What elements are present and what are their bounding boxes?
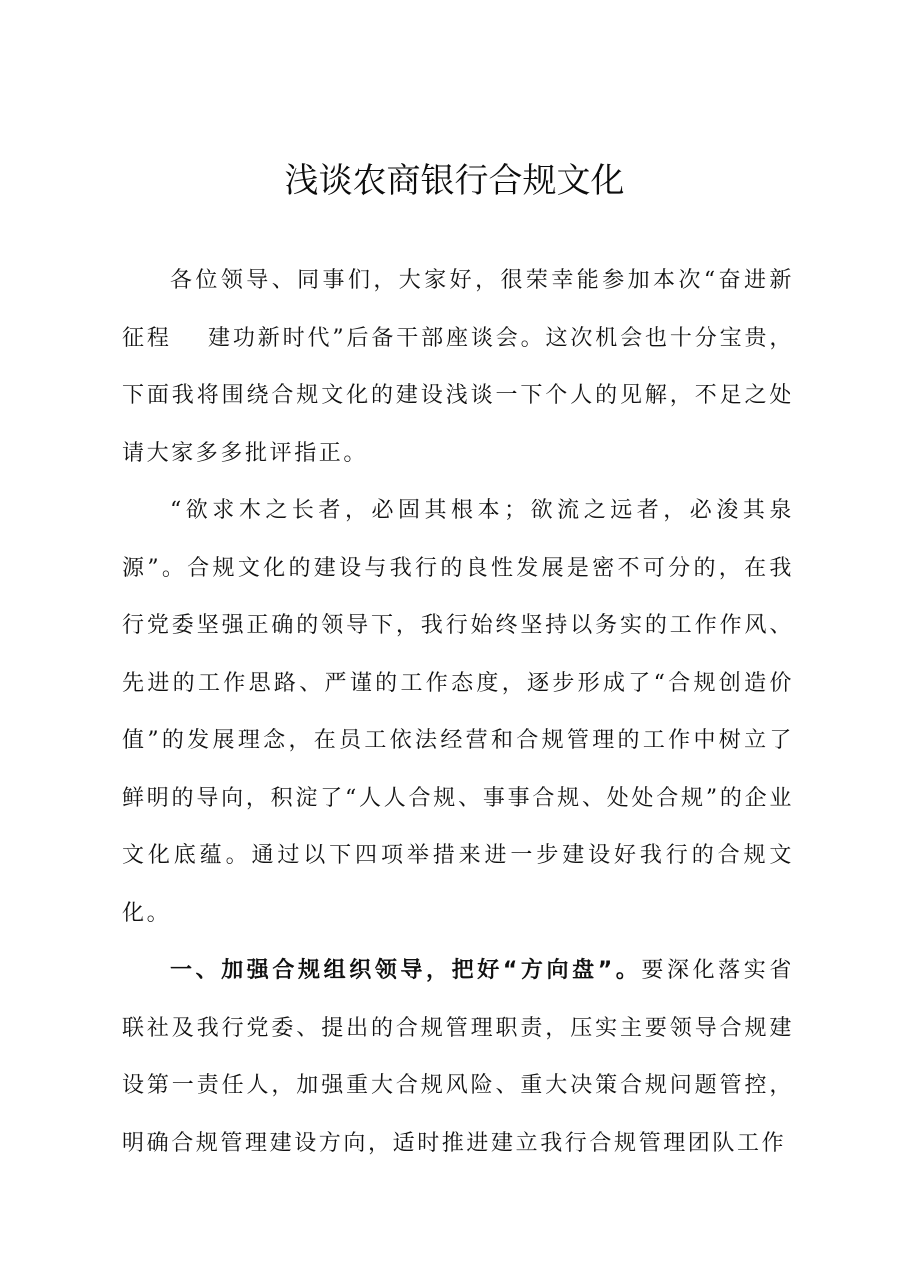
- paragraph-greeting-part1: 各位领导、同事们，大家好，很荣幸能参加本次“奋进新征程: [122, 268, 794, 351]
- paragraph-culture: “欲求木之长者，必固其根本；欲流之远者，必浚其泉源”。合规文化的建设与我行的良性发展是密不可分的，在我行党委坚强正确的领导下，我行始终坚持以务实的工作作风、先进的工作思路、严谨的工作态度，逐步形成了“合规创造价值”的发展理念，在员工依法经营和合规管理的工作中树立了鲜明的导向，积淀了“人人合规、事事合规、处处合规”的企业文化底蕴。通过以下四项举措来进一步建设好我行的合规文化。: [122, 498, 794, 926]
- document-body: [122, 252, 794, 1172]
- paragraph-greeting: [122, 252, 794, 482]
- paragraph-measure-one-text: 要深化落实省联社及我行党委、提出的合规管理职责，压实主要领导合规建设第一责任人，加强重大合规风险、重大决策合规问题管控，明确合规管理建设方向，适时推进建立我行合规管理团队工作: [122, 958, 794, 1156]
- paragraph-measure-one: [122, 942, 794, 1172]
- document-title: 浅谈农商银行合规文化: [284, 161, 625, 201]
- section-heading-one: 一、加强合规组织领导，把好“方向盘”。: [170, 958, 642, 983]
- paragraph-greeting-part2: 建功新时代”后备干部座谈会。这次机会也十分宝贵，下面我将围绕合规文化的建设浅谈一下个人的见解，不足之处请大家多多批评指正。: [122, 325, 794, 466]
